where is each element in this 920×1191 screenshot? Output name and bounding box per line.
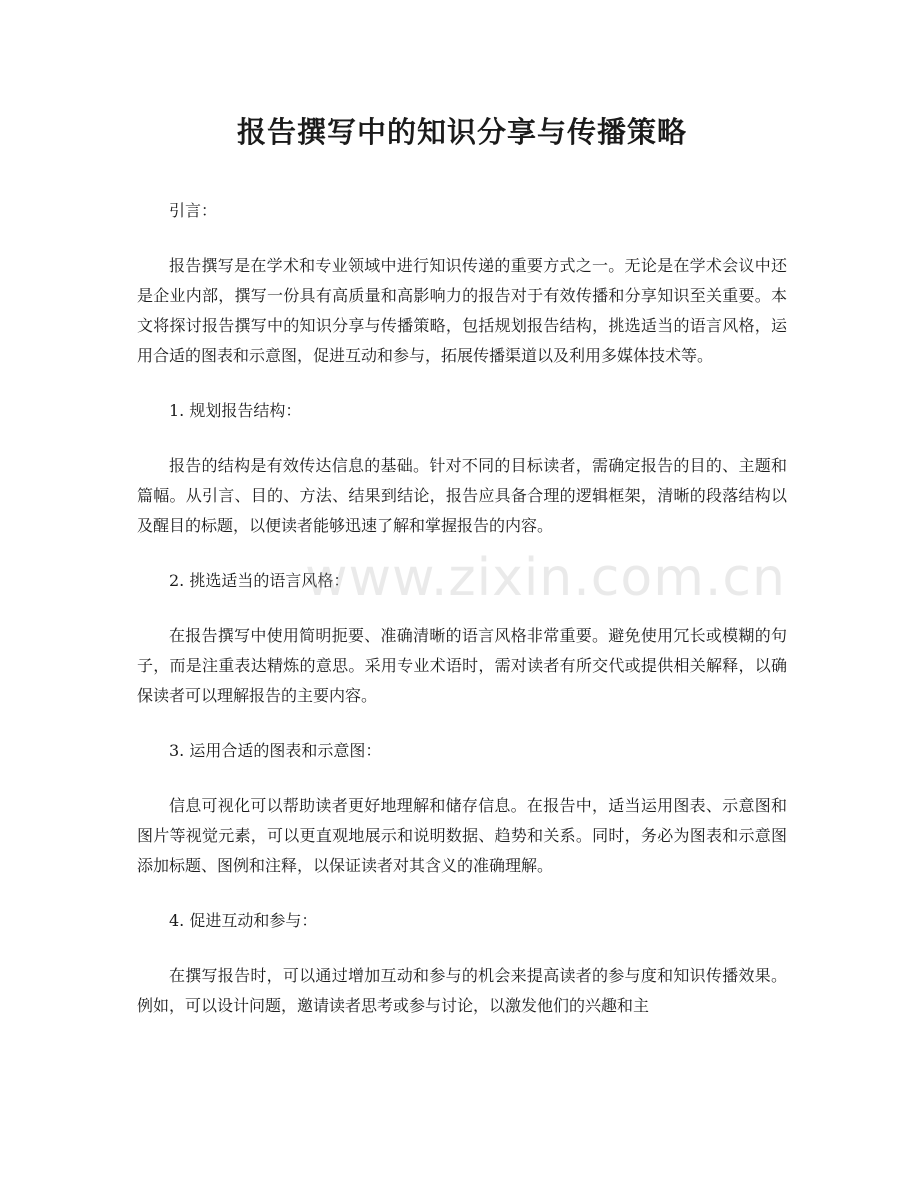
document-title: 报告撰写中的知识分享与传播策略 xyxy=(236,115,687,149)
section-heading-3: 3. 运用合适的图表和示意图： xyxy=(169,741,382,760)
section-heading-2: 2. 挑选适当的语言风格： xyxy=(169,571,350,590)
section-paragraph-1: 报告的结构是有效传达信息的基础。针对不同的目标读者，需确定报告的目的、主题和篇幅。从引言、目的、方法、结果到结论，报告应具备合理的逻辑框架，清晰的段落结构以及醒目的标题，以便读者能够迅速了解和掌握报告的内容。 xyxy=(137,456,787,535)
section-paragraph-3: 信息可视化可以帮助读者更好地理解和储存信息。在报告中，适当运用图表、示意图和图片等视觉元素，可以更直观地展示和说明数据、趋势和关系。同时，务必为图表和示意图添加标题、图例和注释，以保证读者对其含义的准确理解。 xyxy=(137,796,787,875)
watermark-text: www.zixin.com.cn xyxy=(305,548,786,608)
intro-heading: 引言： xyxy=(169,201,218,220)
section-paragraph-4: 在撰写报告时，可以通过增加互动和参与的机会来提高读者的参与度和知识传播效果。例如，可以设计问题，邀请读者思考或参与讨论，以激发他们的兴趣和主 xyxy=(137,966,787,1015)
intro-paragraph: 报告撰写是在学术和专业领域中进行知识传递的重要方式之一。无论是在学术会议中还是企业内部，撰写一份具有高质量和高影响力的报告对于有效传播和分享知识至关重要。本文将探讨报告撰写中的知识分享与传播策略，包括规划报告结构，挑选适当的语言风格，运用合适的图表和示意图，促进互动和参与，拓展传播渠道以及利用多媒体技术等。 xyxy=(137,256,787,365)
section-paragraph-2: 在报告撰写中使用简明扼要、准确清晰的语言风格非常重要。避免使用冗长或模糊的句子，而是注重表达精炼的意思。采用专业术语时，需对读者有所交代或提供相关解释，以确保读者可以理解报告的主要内容。 xyxy=(137,626,787,705)
section-heading-1: 1. 规划报告结构： xyxy=(169,401,302,420)
section-heading-4: 4. 促进互动和参与： xyxy=(169,911,318,930)
